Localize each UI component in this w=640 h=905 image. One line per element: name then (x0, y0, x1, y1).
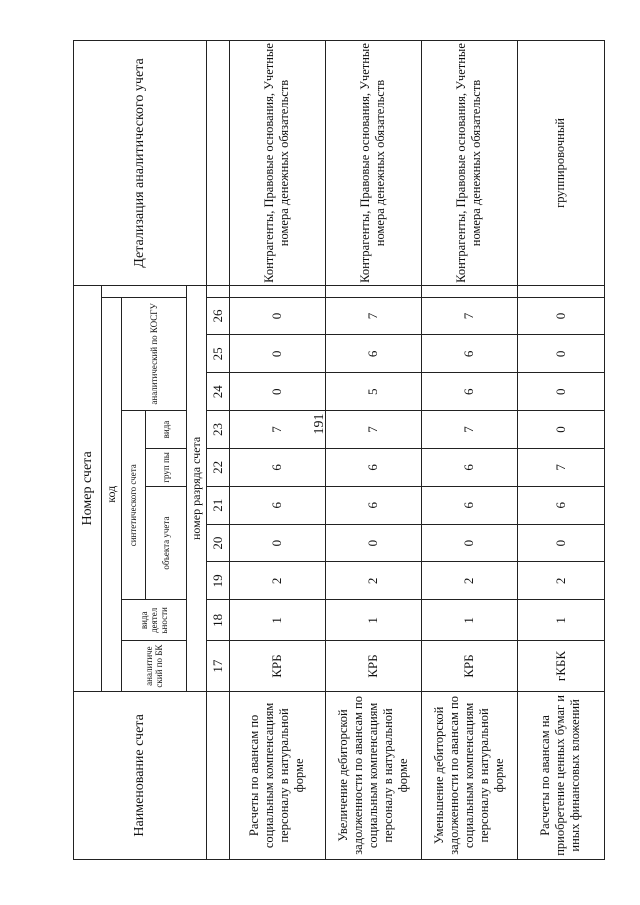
digit-cell: 7 (421, 411, 517, 449)
bk-cell: КРБ (229, 641, 325, 691)
digit-cell: 6 (229, 486, 325, 524)
digit-cell: 0 (517, 373, 604, 411)
account-name-cell: Расчеты по авансам на приобретение ценных бумаг и иных финансовых вложений (517, 691, 604, 859)
row-spacer (421, 285, 517, 297)
digit-spacer-right (207, 285, 230, 297)
digit-cell: 0 (229, 373, 325, 411)
digit-cell: 2 (517, 562, 604, 600)
digit-cell: 6 (421, 448, 517, 486)
digit-cell: 6 (229, 448, 325, 486)
header-spacer (102, 285, 187, 297)
row-spacer (325, 285, 421, 297)
digit-cell: 5 (325, 373, 421, 411)
digit-18: 18 (207, 600, 230, 641)
digit-spacer-detail (207, 41, 230, 286)
digit-cell: 0 (229, 524, 325, 562)
detail-cell: группировочный (517, 41, 604, 286)
digit-17: 17 (207, 641, 230, 691)
account-name-cell: Увеличение дебиторской задолженности по авансам по социальным компенсациям персоналу в натуральной форме (325, 691, 421, 859)
digit-cell: 1 (421, 600, 517, 641)
digit-25: 25 (207, 335, 230, 373)
header-account-name: Наименование счета (74, 691, 207, 859)
digit-cell: 1 (229, 600, 325, 641)
digit-cell: 6 (325, 486, 421, 524)
digit-cell: 6 (421, 373, 517, 411)
digit-22: 22 (207, 448, 230, 486)
table-row (517, 41, 604, 860)
digit-19: 19 (207, 562, 230, 600)
table-row (229, 41, 325, 860)
digit-cell: 7 (421, 297, 517, 335)
detail-cell: Контрагенты, Правовые основания, Учетные номера денежных обязательств (325, 41, 421, 286)
header-accounting-object: объекта учета (145, 486, 186, 600)
digit-cell: 2 (325, 562, 421, 600)
detail-cell: Контрагенты, Правовые основания, Учетные номера денежных обязательств (421, 41, 517, 286)
digit-24: 24 (207, 373, 230, 411)
digit-cell: 7 (229, 411, 325, 449)
header-activity-type: вида деятел ьности (121, 600, 186, 641)
digit-cell: 0 (229, 335, 325, 373)
row-spacer (517, 285, 604, 297)
accounts-table (73, 40, 605, 860)
digit-cell: 0 (421, 524, 517, 562)
digit-cell: 7 (325, 411, 421, 449)
header-analytic-kosgu: аналитический по КОСГУ (121, 297, 186, 411)
digit-cell: 0 (517, 411, 604, 449)
digit-spacer-left (207, 691, 230, 859)
header-analytic-detail: Детализация аналитического учета (74, 41, 207, 286)
bk-cell: КРБ (421, 641, 517, 691)
digit-cell: 2 (229, 562, 325, 600)
digit-cell: 0 (517, 524, 604, 562)
digit-cell: 0 (325, 524, 421, 562)
detail-cell: Контрагенты, Правовые основания, Учетные номера денежных обязательств (229, 41, 325, 286)
header-group: груп пы (145, 448, 186, 486)
header-kind: вида (145, 411, 186, 449)
table-row (325, 41, 421, 860)
row-spacer (229, 285, 325, 297)
header-digit-number: номер разряда счета (187, 285, 207, 691)
page-number: 191 (312, 413, 327, 435)
account-name-cell: Уменьшение дебиторской задолженности по авансам по социальным компенсациям персоналу в натуральной форме (421, 691, 517, 859)
digit-cell: 6 (421, 486, 517, 524)
digit-cell: 1 (325, 600, 421, 641)
rotated-table-container (73, 40, 605, 860)
digit-cell: 6 (517, 486, 604, 524)
header-synthetic: синтетического счета (121, 411, 145, 600)
digit-cell: 0 (229, 297, 325, 335)
digit-cell: 6 (325, 448, 421, 486)
table-row (421, 41, 517, 860)
digit-cell: 2 (421, 562, 517, 600)
digit-20: 20 (207, 524, 230, 562)
digit-21: 21 (207, 486, 230, 524)
digit-23: 23 (207, 411, 230, 449)
digit-26: 26 (207, 297, 230, 335)
bk-cell: КРБ (325, 641, 421, 691)
bk-cell: гКБК (517, 641, 604, 691)
digit-cell: 7 (517, 448, 604, 486)
header-account-number: Номер счета (74, 285, 102, 691)
digit-cell: 6 (325, 335, 421, 373)
digit-cell: 1 (517, 600, 604, 641)
header-analytic-bk: аналитиче ский по БК (121, 641, 186, 691)
digit-cell: 0 (517, 335, 604, 373)
digit-cell: 7 (325, 297, 421, 335)
digit-cell: 0 (517, 297, 604, 335)
digit-cell: 6 (421, 335, 517, 373)
header-code: код (102, 297, 122, 691)
account-name-cell: Расчеты по авансам по социальным компенсациям персоналу в натуральной форме (229, 691, 325, 859)
